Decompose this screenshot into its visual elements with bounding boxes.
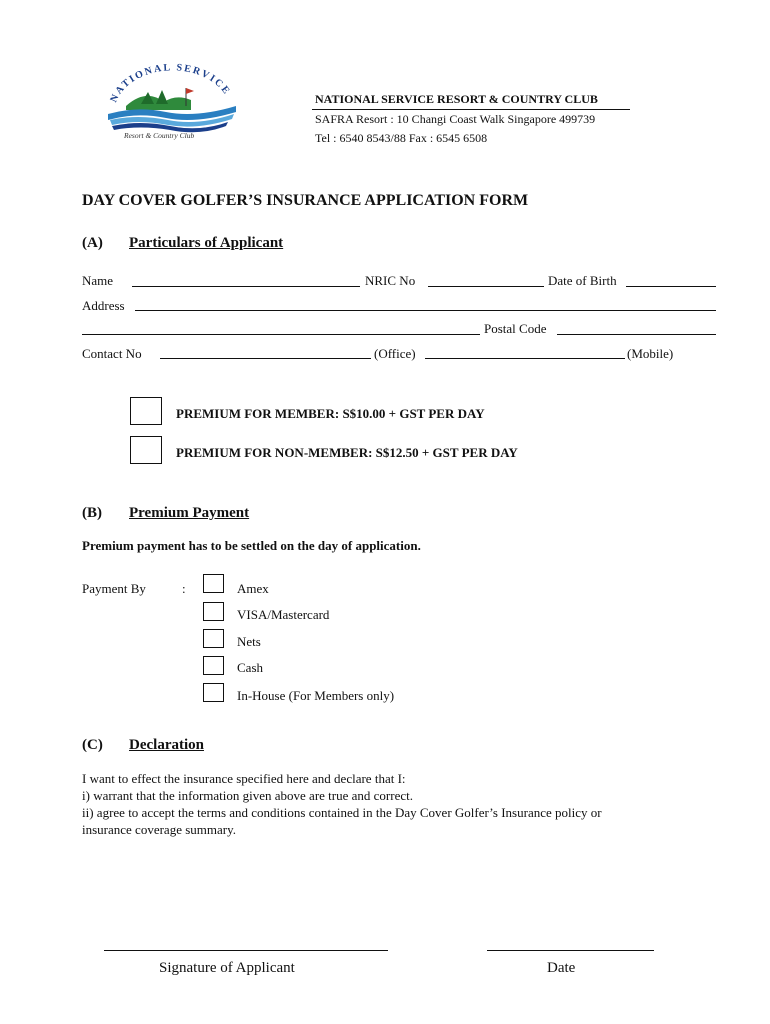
date-label: Date bbox=[547, 960, 576, 976]
nric-field[interactable] bbox=[428, 286, 544, 287]
premium-member-checkbox[interactable] bbox=[130, 397, 162, 425]
name-label: Name bbox=[82, 273, 114, 288]
signature-label: Signature of Applicant bbox=[159, 960, 295, 976]
payment-cash-checkbox[interactable] bbox=[203, 656, 224, 675]
org-contact: Tel : 6540 8543/88 Fax : 6545 6508 bbox=[315, 131, 488, 145]
org-name: NATIONAL SERVICE RESORT & COUNTRY CLUB bbox=[315, 92, 598, 106]
form-title: DAY COVER GOLFER’S INSURANCE APPLICATION FORM bbox=[82, 192, 529, 209]
club-logo bbox=[96, 58, 246, 148]
section-c-label: (C) bbox=[82, 737, 103, 753]
contact-label: Contact No bbox=[82, 346, 142, 361]
payment-visa-checkbox[interactable] bbox=[203, 602, 224, 621]
address-label: Address bbox=[82, 298, 125, 313]
office-label: (Office) bbox=[374, 346, 416, 361]
address-field-line2[interactable] bbox=[82, 334, 480, 335]
nric-label: NRIC No bbox=[365, 273, 416, 288]
section-a-label: (A) bbox=[82, 235, 103, 251]
declaration-line: I want to effect the insurance specified here and declare that I: bbox=[82, 771, 406, 786]
payment-amex-checkbox[interactable] bbox=[203, 574, 224, 593]
postal-code-field[interactable] bbox=[557, 334, 716, 335]
mobile-label: (Mobile) bbox=[627, 346, 674, 361]
declaration-line: i) warrant that the information given above are true and correct. bbox=[82, 788, 413, 803]
payment-colon: : bbox=[182, 581, 186, 596]
office-phone-field[interactable] bbox=[160, 358, 371, 359]
payment-inhouse-checkbox[interactable] bbox=[203, 683, 224, 702]
date-field[interactable] bbox=[487, 950, 654, 951]
svg-text:NATIONAL SERVICE bbox=[108, 62, 232, 104]
premium-member-label: PREMIUM FOR MEMBER: S$10.00 + GST PER DAY bbox=[176, 406, 485, 421]
logo-arc-text: NATIONAL SERVICE bbox=[108, 62, 233, 105]
postal-code-label: Postal Code bbox=[484, 321, 547, 336]
payment-note: Premium payment has to be settled on the day of application. bbox=[82, 538, 421, 553]
payment-option-label: Nets bbox=[237, 634, 261, 649]
section-b-title: Premium Payment bbox=[129, 505, 250, 521]
premium-non-member-checkbox[interactable] bbox=[130, 436, 162, 464]
signature-field[interactable] bbox=[104, 950, 388, 951]
section-c-title: Declaration bbox=[129, 737, 204, 753]
dob-label: Date of Birth bbox=[548, 273, 617, 288]
header-rule bbox=[312, 109, 630, 110]
declaration-line: insurance coverage summary. bbox=[82, 822, 237, 837]
mobile-phone-field[interactable] bbox=[425, 358, 625, 359]
payment-nets-checkbox[interactable] bbox=[203, 629, 224, 648]
name-field[interactable] bbox=[132, 286, 360, 287]
dob-field[interactable] bbox=[626, 286, 716, 287]
section-b-label: (B) bbox=[82, 505, 102, 521]
logo-script-text: Resort & Country Club bbox=[124, 131, 195, 140]
payment-option-label: VISA/Mastercard bbox=[237, 607, 330, 622]
premium-non-member-label: PREMIUM FOR NON-MEMBER: S$12.50 + GST PER DAY bbox=[176, 445, 518, 460]
payment-option-label: Amex bbox=[237, 581, 269, 596]
payment-option-label: In-House (For Members only) bbox=[237, 688, 395, 703]
declaration-line: ii) agree to accept the terms and conditions contained in the Day Cover Golfer’s Insurance policy or bbox=[82, 805, 602, 820]
payment-by-label: Payment By bbox=[82, 581, 146, 596]
address-field-line1[interactable] bbox=[135, 310, 716, 311]
org-address: SAFRA Resort : 10 Changi Coast Walk Singapore 499739 bbox=[315, 112, 596, 126]
section-a-title: Particulars of Applicant bbox=[129, 235, 284, 251]
payment-option-label: Cash bbox=[237, 660, 263, 675]
club-logo-graphic bbox=[96, 58, 246, 148]
